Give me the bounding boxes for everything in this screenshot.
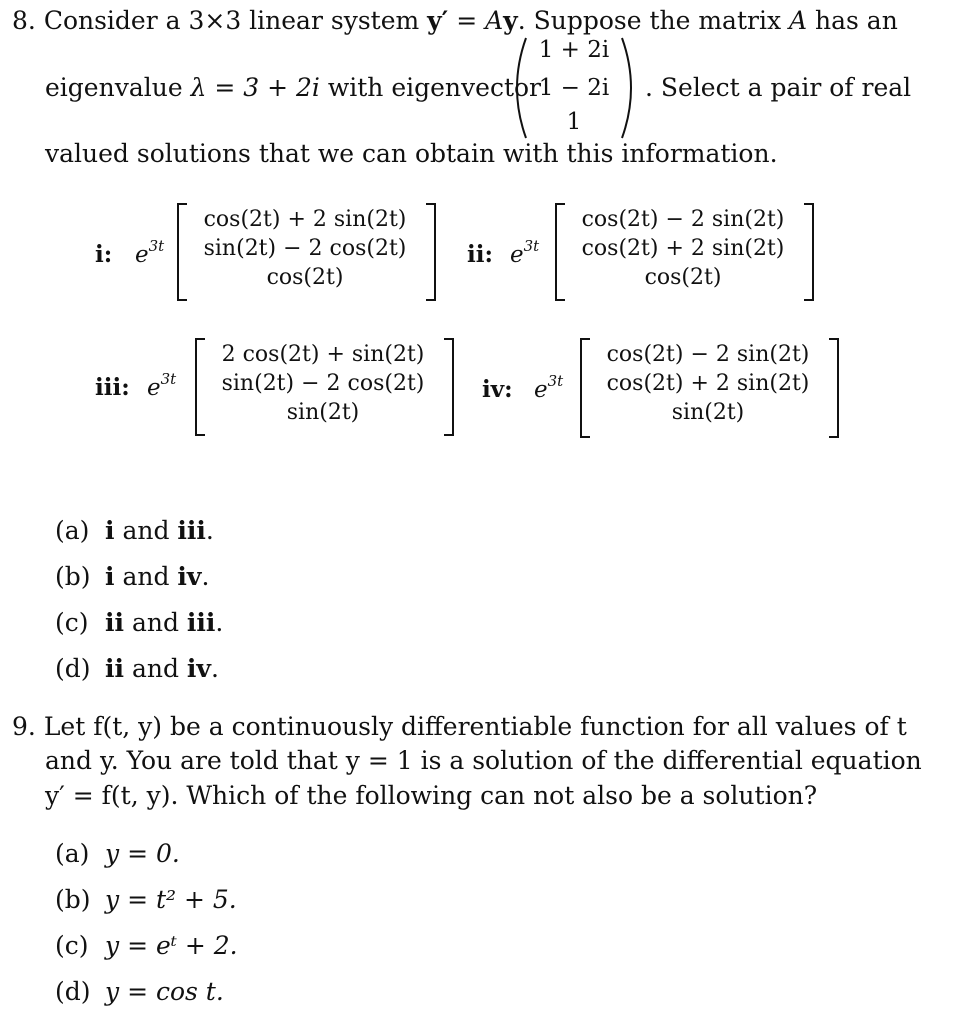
- option-end: .: [205, 516, 214, 545]
- q8-matrix-a: A: [485, 6, 504, 35]
- vector-row-2: cos(2t) + 2 sin(2t): [606, 371, 810, 396]
- q8-option-c[interactable]: [55, 607, 223, 639]
- q8-option-a[interactable]: [55, 515, 214, 547]
- q9-text-1: Let f(t, y) be a continuously differentiable function for all values of t: [43, 712, 907, 741]
- q8-y-prime: y′: [427, 6, 449, 35]
- option-second: iii: [177, 516, 206, 545]
- option-first: ii: [105, 654, 124, 683]
- option-letter: (a): [55, 516, 90, 545]
- q9-option-c[interactable]: [55, 930, 238, 962]
- q8-eigenvalue-text: eigenvalue: [45, 73, 191, 102]
- option-mid: and: [114, 562, 178, 591]
- option-letter: (b): [55, 562, 91, 591]
- vector-row-1: cos(2t) − 2 sin(2t): [606, 342, 810, 367]
- option-expression: y = eᵗ + 2.: [105, 931, 238, 960]
- option-first: ii: [105, 608, 124, 637]
- solution-vector: [191, 205, 419, 292]
- solution-label: ii:: [467, 241, 493, 268]
- vector-row-2: cos(2t) + 2 sin(2t): [581, 236, 785, 261]
- q8-number: 8.: [12, 6, 36, 35]
- option-letter: (d): [55, 977, 91, 1006]
- solution-label: iii:: [95, 374, 130, 401]
- right-bracket: [444, 338, 454, 436]
- option-expression: y = t² + 5.: [105, 885, 237, 914]
- solution-vector: [594, 340, 822, 427]
- option-end: .: [201, 562, 210, 591]
- option-letter: (c): [55, 931, 89, 960]
- solution-vector: [209, 340, 437, 427]
- vector-row-2: sin(2t) − 2 cos(2t): [203, 236, 407, 261]
- option-end: .: [210, 654, 219, 683]
- q9-number: 9.: [12, 712, 36, 741]
- solution-vector: [569, 205, 797, 292]
- q8-text-c: has an: [807, 6, 898, 35]
- option-first: i: [105, 516, 115, 545]
- vector-row-3: cos(2t): [644, 265, 722, 290]
- q8-eigenvector-text: with eigenvector: [319, 73, 541, 102]
- q9-option-d[interactable]: [55, 976, 224, 1008]
- option-letter: (a): [55, 839, 90, 868]
- option-second: iv: [177, 562, 202, 591]
- option-mid: and: [114, 516, 178, 545]
- solution-exponential: $e^{3t}$: [534, 372, 564, 403]
- right-bracket: [829, 338, 839, 438]
- q8-y: y: [503, 6, 518, 35]
- left-bracket: [555, 203, 565, 301]
- q9-line-3: y′ = f(t, y). Which of the following can not also be a solution?: [45, 781, 818, 810]
- option-letter: (b): [55, 885, 91, 914]
- eigenvector-entry-3: 1: [566, 109, 582, 135]
- option-end: .: [215, 608, 224, 637]
- left-bracket: [177, 203, 187, 301]
- option-first: i: [105, 562, 115, 591]
- q9-option-b[interactable]: [55, 884, 237, 916]
- q8-line-2: [45, 72, 541, 104]
- left-bracket: [195, 338, 205, 436]
- q8-line-2-end: . Select a pair of real: [645, 73, 912, 102]
- option-second: iii: [186, 608, 216, 637]
- q8-eq: =: [448, 6, 486, 35]
- vector-row-3: sin(2t): [286, 400, 360, 425]
- q9-line-1: [12, 711, 907, 743]
- vector-row-3: cos(2t): [266, 265, 344, 290]
- vector-row-2: sin(2t) − 2 cos(2t): [221, 371, 425, 396]
- vector-row-3: sin(2t): [671, 400, 745, 425]
- q9-line-2: and y. You are told that y = 1 is a solution of the differential equation: [45, 746, 922, 775]
- q8-option-d[interactable]: [55, 653, 219, 685]
- option-expression: y = cos t.: [105, 977, 224, 1006]
- solution-exponential: $e^{3t}$: [135, 237, 165, 268]
- right-bracket: [804, 203, 814, 301]
- solution-exponential: $e^{3t}$: [510, 237, 540, 268]
- option-mid: and: [124, 654, 187, 683]
- solution-exponential: $e^{3t}$: [147, 370, 177, 401]
- option-mid: and: [124, 608, 187, 637]
- option-letter: (d): [55, 654, 91, 683]
- q8-option-b[interactable]: [55, 561, 209, 593]
- q9-option-a[interactable]: [55, 838, 180, 870]
- vector-row-1: cos(2t) + 2 sin(2t): [203, 207, 407, 232]
- q8-matrix-a-2: A: [789, 6, 808, 35]
- option-expression: y = 0.: [105, 839, 180, 868]
- q8-text-b: . Suppose the matrix: [517, 6, 789, 35]
- option-second: iv: [186, 654, 211, 683]
- q8-eigenvector: [512, 36, 636, 140]
- solution-label: iv:: [482, 376, 513, 403]
- eigenvector-entry-2: 1 − 2i: [538, 75, 610, 101]
- vector-row-1: cos(2t) − 2 sin(2t): [581, 207, 785, 232]
- q8-line-1: [12, 5, 898, 37]
- left-bracket: [580, 338, 590, 438]
- q8-text-a: Consider a 3×3 linear system: [43, 6, 428, 35]
- q8-lambda: λ = 3 + 2i: [190, 73, 320, 102]
- solution-label: i:: [95, 241, 113, 268]
- right-bracket: [426, 203, 436, 301]
- option-letter: (c): [55, 608, 89, 637]
- vector-row-1: 2 cos(2t) + sin(2t): [221, 342, 425, 367]
- eigenvector-entry-1: 1 + 2i: [538, 37, 610, 63]
- q8-line-3: valued solutions that we can obtain with this information.: [45, 139, 778, 168]
